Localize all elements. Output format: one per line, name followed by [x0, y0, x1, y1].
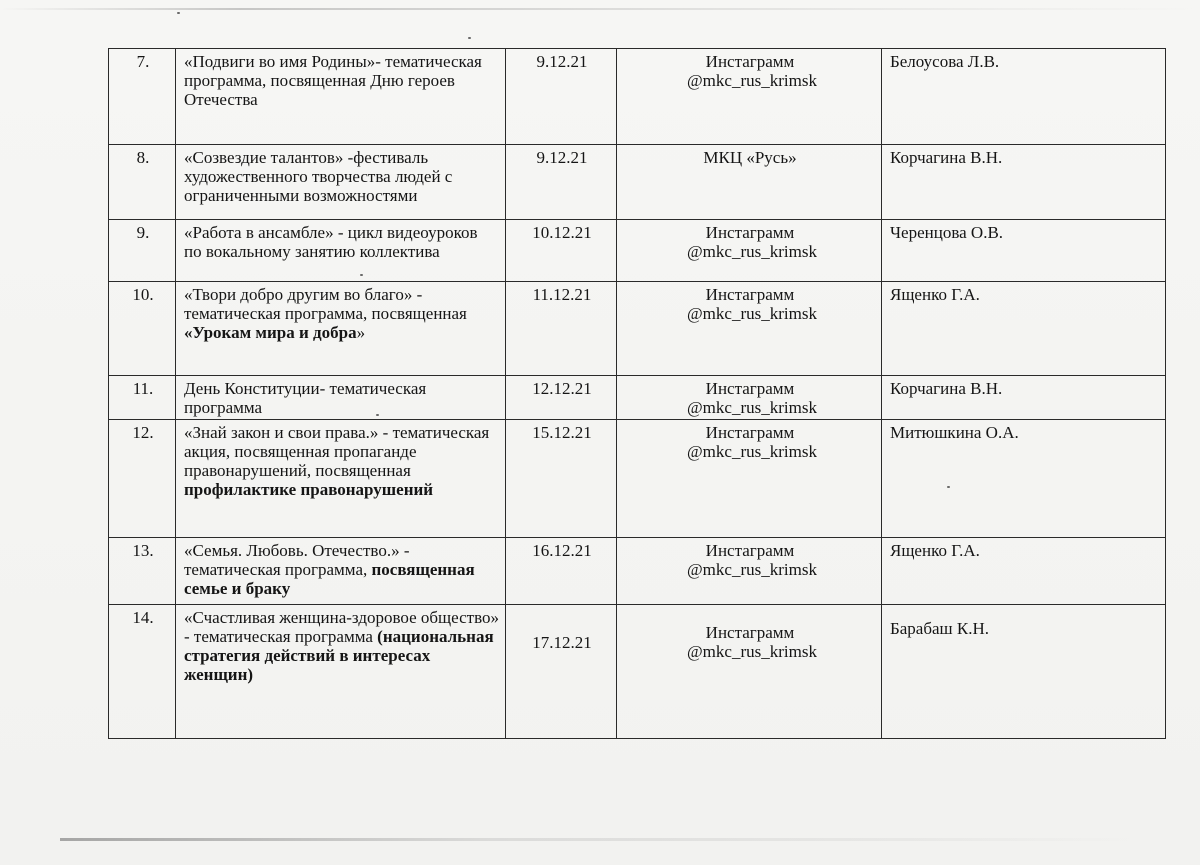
table-row [109, 282, 1166, 376]
venue-handle: @mkc_rus_krimsk [687, 398, 817, 417]
table-row [109, 220, 1166, 282]
events-table [108, 48, 1166, 739]
event-title [176, 376, 506, 420]
venue-platform: Инстаграмм [705, 541, 795, 560]
venue-platform: Инстаграмм [705, 423, 795, 442]
event-title-text: День Конституции- тематическая программа [184, 379, 427, 417]
row-number: 9. [109, 220, 176, 282]
event-title [176, 282, 506, 376]
event-venue [617, 538, 882, 605]
venue-platform: Инстаграмм [705, 623, 795, 642]
venue-handle: @mkc_rus_krimsk [687, 71, 817, 90]
event-title-text: «Знай закон и свои права.» - тематическая акция, посвященная пропаганде правонарушений, посвященная [184, 423, 490, 480]
event-title [176, 538, 506, 605]
event-venue [617, 220, 882, 282]
scan-speck [468, 37, 471, 39]
row-number: 12. [109, 420, 176, 538]
responsible-person: Белоусова Л.В. [882, 49, 1166, 145]
event-title-text: «Семья. Любовь. Отечество.» - тематическая программа, [184, 541, 410, 579]
event-venue [617, 282, 882, 376]
table-row [109, 420, 1166, 538]
row-number: 13. [109, 538, 176, 605]
venue-platform: Инстаграмм [705, 223, 795, 242]
responsible-person: Корчагина В.Н. [882, 376, 1166, 420]
responsible-person: Черенцова О.В. [882, 220, 1166, 282]
venue-platform: Инстаграмм [705, 285, 795, 304]
row-number: 7. [109, 49, 176, 145]
event-title-text: » [356, 323, 366, 342]
table-row [109, 538, 1166, 605]
table-row [109, 49, 1166, 145]
venue-handle: @mkc_rus_krimsk [687, 242, 817, 261]
event-title [176, 420, 506, 538]
event-venue [617, 145, 882, 220]
responsible-person: Ященко Г.А. [882, 538, 1166, 605]
responsible-person: Митюшкина О.А. [882, 420, 1166, 538]
responsible-person: Барабаш К.Н. [882, 605, 1166, 739]
table-row [109, 145, 1166, 220]
table-row [109, 605, 1166, 739]
venue-handle: @mkc_rus_krimsk [687, 442, 817, 461]
event-date: 17.12.21 [506, 605, 617, 739]
event-title-text: «Твори добро другим во благо» - тематическая программа, посвященная [184, 285, 467, 323]
venue-handle: @mkc_rus_krimsk [687, 560, 817, 579]
event-date: 16.12.21 [506, 538, 617, 605]
venue-handle: @mkc_rus_krimsk [687, 304, 817, 323]
venue-handle: @mkc_rus_krimsk [687, 642, 817, 661]
event-venue [617, 376, 882, 420]
event-title-text: «Созвездие талантов» -фестиваль художественного творчества людей с ограниченными возможностями [184, 148, 453, 205]
event-date: 12.12.21 [506, 376, 617, 420]
event-date: 9.12.21 [506, 145, 617, 220]
responsible-person: Корчагина В.Н. [882, 145, 1166, 220]
table-row [109, 376, 1166, 420]
venue-platform: МКЦ «Русь» [703, 148, 797, 167]
event-title-text: «Счастливая женщина-здоровое общество» - тематическая программа [184, 608, 499, 646]
event-title [176, 605, 506, 739]
row-number: 11. [109, 376, 176, 420]
event-title-bold: профилактике правонарушений [184, 480, 434, 499]
event-venue [617, 605, 882, 739]
event-title [176, 49, 506, 145]
event-date: 11.12.21 [506, 282, 617, 376]
responsible-person: Ященко Г.А. [882, 282, 1166, 376]
event-title-bold: (национальная стратегия действий в интересах женщин) [184, 627, 494, 684]
event-title [176, 220, 506, 282]
event-venue [617, 420, 882, 538]
scan-artifact-bottom [60, 838, 1140, 841]
event-date: 9.12.21 [506, 49, 617, 145]
venue-platform: Инстаграмм [705, 52, 795, 71]
event-title-text: «Работа в ансамбле» - цикл видеоуроков по вокальному занятию коллектива [184, 223, 478, 261]
event-date: 10.12.21 [506, 220, 617, 282]
scan-artifact-top [0, 8, 1200, 10]
event-title [176, 145, 506, 220]
event-date: 15.12.21 [506, 420, 617, 538]
event-venue [617, 49, 882, 145]
event-title-text: «Подвиги во имя Родины»- тематическая программа, посвященная Дню героев Отечества [184, 52, 482, 109]
row-number: 10. [109, 282, 176, 376]
event-title-bold: «Урокам мира и добра [184, 323, 357, 342]
event-title-bold: посвященная семье и браку [184, 560, 475, 598]
venue-platform: Инстаграмм [705, 379, 795, 398]
scan-speck [177, 12, 180, 14]
row-number: 14. [109, 605, 176, 739]
row-number: 8. [109, 145, 176, 220]
events-table-body [109, 49, 1166, 739]
